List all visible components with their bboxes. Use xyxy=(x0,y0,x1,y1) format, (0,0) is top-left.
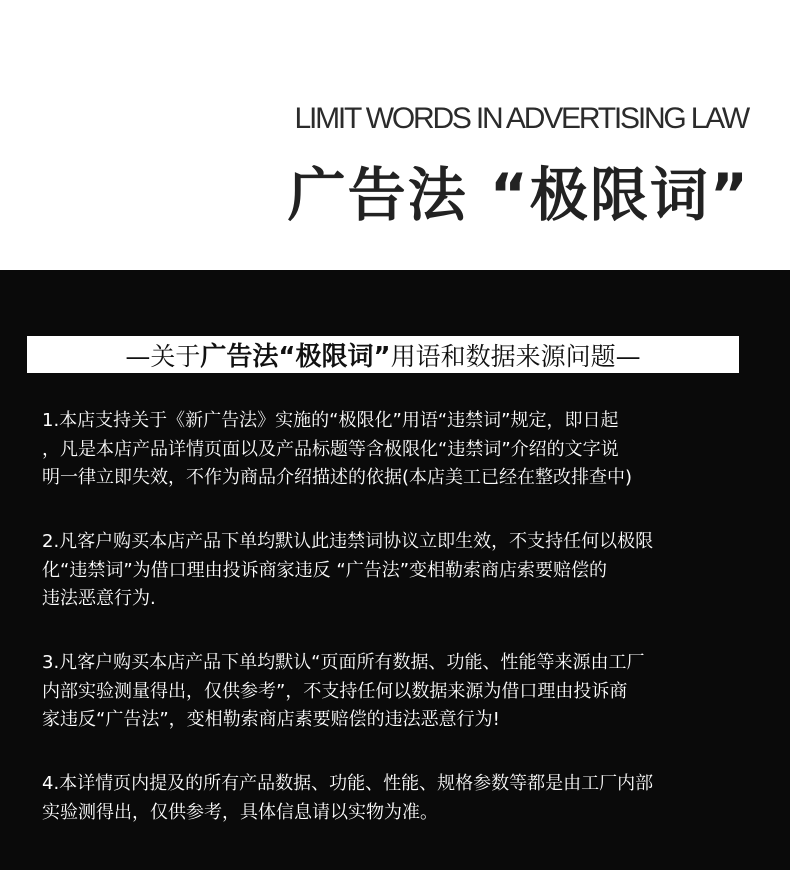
clause-line: ，凡是本店产品详情页面以及产品标题等含极限化“违禁词”介绍的文字说 xyxy=(42,438,619,460)
header-section xyxy=(0,0,790,270)
clause-line: 内部实验测量得出，仅供参考”，不支持任何以数据来源为借口理由投诉商 xyxy=(42,680,628,702)
clause-line: 1.本店支持关于《新广告法》实施的“极限化”用语“违禁词”规定，即日起 xyxy=(42,410,619,431)
clause-1 xyxy=(42,407,632,493)
clause-4 xyxy=(42,770,653,827)
banner-bold-text: 广告法“极限词” xyxy=(200,342,391,372)
clause-line: 3.凡客户购买本店产品下单均默认“页面所有数据、功能、性能等来源由工厂 xyxy=(42,652,645,673)
clause-line: 4.本详情页内提及的所有产品数据、功能、性能、规格参数等都是由工厂内部 xyxy=(42,773,654,794)
clause-line: 明一律立即失效，不作为商品介绍描述的依据(本店美工已经在整改排查中) xyxy=(42,467,633,488)
clause-line: 实验测得出，仅供参考，具体信息请以实物为准。 xyxy=(42,801,438,823)
clause-line: 2.凡客户购买本店产品下单均默认此违禁词协议立即生效，不支持任何以极限 xyxy=(42,531,654,552)
clause-line: 家违反“广告法”，变相勒索商店素要赔偿的违法恶意行为! xyxy=(42,709,500,730)
section-banner xyxy=(27,336,739,373)
chinese-title: 广告法 “极限词” xyxy=(287,161,750,229)
clause-line: 违法恶意行为. xyxy=(42,588,156,609)
clause-2 xyxy=(42,528,653,614)
banner-suffix: 用语和数据来源问题— xyxy=(390,341,641,371)
clause-3 xyxy=(42,649,645,735)
banner-prefix: —关于 xyxy=(125,341,201,371)
clause-line: 化“违禁词”为借口理由投诉商家违反 “广告法”变相勒索商店索要赔偿的 xyxy=(42,559,608,581)
english-title: LIMIT WORDS IN ADVERTISING LAW xyxy=(294,102,748,135)
